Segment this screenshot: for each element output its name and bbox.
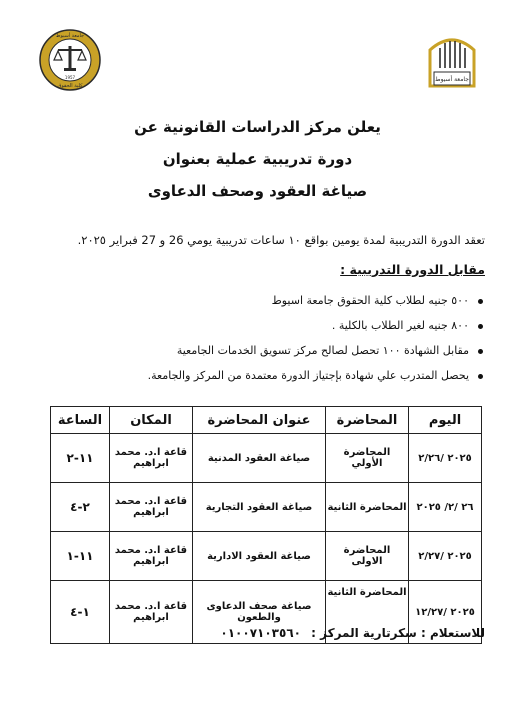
place-line-2: ابراهيم: [133, 507, 169, 518]
place-line-1: قاعة ا.د. محمد: [114, 496, 188, 507]
fee-item: يحصل المتدرب علي شهادة بإجتياز الدورة معتمدة من المركز والجامعة.: [49, 367, 469, 392]
fee-item: ٨٠٠ جنيه لغير الطلاب بالكلية .: [49, 317, 469, 342]
seal-year: 1957: [64, 75, 76, 80]
contact-label: للاستعلام : سكرتارية المركز :: [311, 626, 485, 640]
row-time: ٢-٤: [51, 483, 110, 532]
seal-bottom-text: كلية الحقوق: [57, 83, 83, 89]
row-day: ٢٠٢٥ /٢/٢٦: [409, 434, 482, 483]
row-time: ١١-١: [51, 532, 110, 581]
row-title: صياغة العقود التجارية: [193, 483, 326, 532]
schedule-table: [50, 406, 482, 644]
row-place: [110, 483, 193, 532]
table-row: [51, 532, 482, 581]
row-place: [110, 581, 193, 644]
place-line-2: ابراهيم: [133, 458, 169, 469]
table-row: [51, 483, 482, 532]
course-intro: تعقد الدورة التدريبية لمدة يومين بواقع ١٠ ساعات تدريبية يومي 26 و 27 فبراير ٢٠٢٥.: [77, 233, 485, 247]
row-time: ١-٤: [51, 581, 110, 644]
fee-item: مقابل الشهادة ١٠٠ تحصل لصالح مركز تسويق الخدمات الجامعية: [49, 342, 469, 367]
header-day: اليوم: [409, 407, 482, 434]
fee-item: ٥٠٠ جنيه لطلاب كلية الحقوق جامعة اسيوط: [49, 292, 469, 317]
place-line-2: ابراهيم: [133, 556, 169, 567]
fees-title: مقابل الدورة التدريبية :: [340, 262, 485, 277]
header-lecture-title: عنوان المحاضرة: [193, 407, 326, 434]
row-day: ٢٦ /٢/ ٢٠٢٥: [409, 483, 482, 532]
announcement-line-1: يعلن مركز الدراسات القانونية عن: [134, 118, 381, 136]
assiut-university-logo: [420, 28, 484, 92]
header-place: المكان: [110, 407, 193, 434]
university-logo-text: جامعة أسيوط: [435, 76, 469, 83]
row-lecture: المحاضرة الأولي: [326, 434, 409, 483]
row-title: صياغة صحف الدعاوى والطعون: [193, 581, 326, 644]
row-place: [110, 434, 193, 483]
place-line-2: ابراهيم: [133, 612, 169, 623]
seal-arc-text: جامعة أسيوط: [55, 33, 85, 39]
announcement-line-2: دورة تدريبية عملية بعنوان: [162, 150, 353, 168]
place-line-1: قاعة ا.د. محمد: [114, 601, 188, 612]
fees-list: [49, 292, 485, 392]
row-lecture: المحاضرة الاولى: [326, 532, 409, 581]
row-time: ١١-٢: [51, 434, 110, 483]
row-title: صياغة العقود الادارية: [193, 532, 326, 581]
row-lecture: المحاضرة الثانية: [326, 483, 409, 532]
contact-phone: ٠١٠٠٧١٠٣٥٦٠: [220, 626, 301, 640]
contact-line: [220, 626, 485, 640]
header-time: الساعة: [51, 407, 110, 434]
faculty-of-law-seal-logo: [38, 28, 102, 92]
schedule-header-row: [51, 407, 482, 434]
row-place: [110, 532, 193, 581]
place-line-1: قاعة ا.د. محمد: [114, 545, 188, 556]
course-title: صياغة العقود وصحف الدعاوى: [147, 182, 368, 200]
row-title: صياغة العقود المدنية: [193, 434, 326, 483]
row-day: ٢٠٢٥ /٢/٢٧: [409, 532, 482, 581]
header-lecture: المحاضرة: [326, 407, 409, 434]
row-day: ٢٠٢٥ /١٢/٢٧: [409, 581, 482, 644]
row-lecture: المحاضرة الثانية: [326, 581, 409, 644]
table-row: [51, 434, 482, 483]
place-line-1: قاعة ا.د. محمد: [114, 447, 188, 458]
